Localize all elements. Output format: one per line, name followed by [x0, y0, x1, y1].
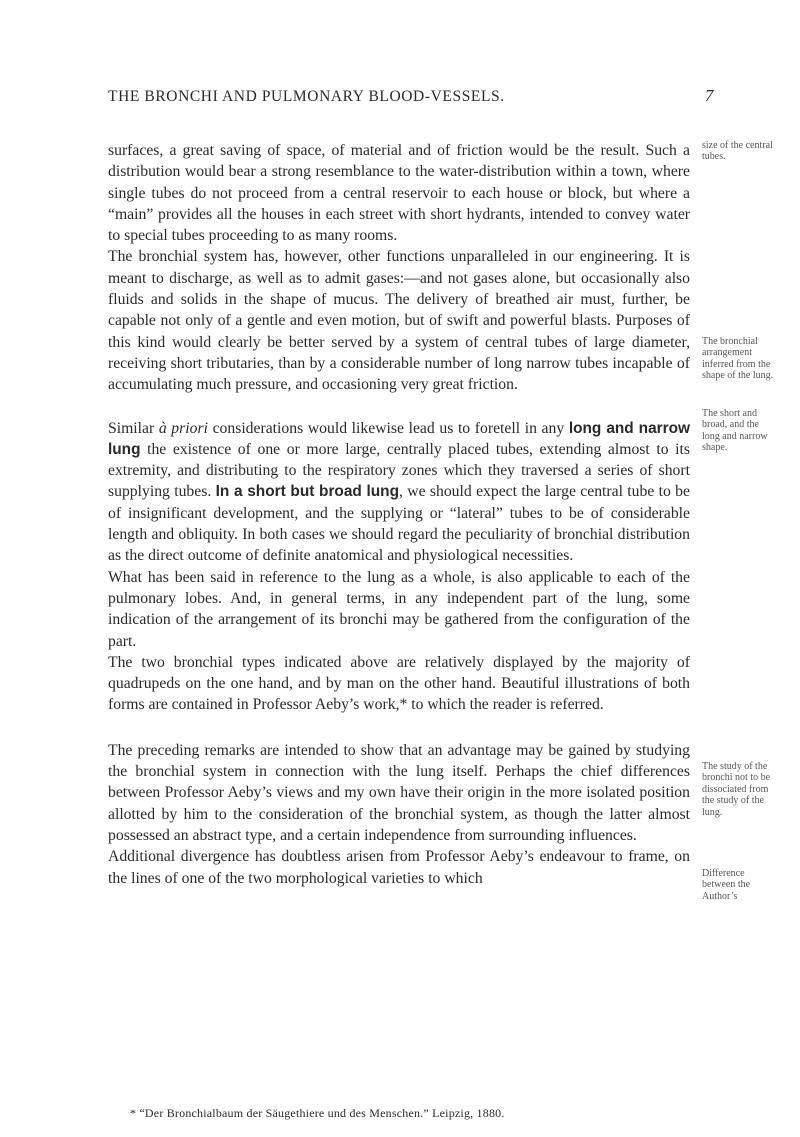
running-header	[108, 88, 714, 114]
paragraph-3-italic: à priori	[158, 419, 208, 437]
paragraph-4: What has been said in reference to the lung as a whole, is also applicable to each of the pulmonary lobes. And, in general terms, in any independent part of the lung, some indication of the arrangement of its bronchi may be gathered from the configuration of the part.	[108, 568, 690, 650]
running-title: THE BRONCHI AND PULMONARY BLOOD-VESSELS.	[108, 88, 505, 105]
sidenote-4: The study of the bronchi not to be dissociated from the study of the lung.	[702, 761, 771, 818]
paragraph-6: The preceding remarks are intended to show that an advantage may be gained by studying the bronchial system in connection with the lung itself. Perhaps the chief differences between Professor Aeby’s views and my own have their origin in the more isolated position allotted by him to the consideration of the bronchial system, as though the latter almost possessed an abstract type, and a certain independence from surrounding influences.	[108, 741, 690, 844]
paragraph-3-bold-long: long and narrow lung	[108, 419, 690, 458]
body-text	[108, 140, 690, 889]
paragraph-3	[108, 418, 690, 567]
paragraph-3-post: , we should expect the large central tube to be of insignificant development, and the supplying or “lateral” tubes to be of considerable length and obliquity. In both cases we should regard the peculiarity of bronchial distribution as the direct outcome of definite anatomical and physiological necessities.	[108, 483, 690, 565]
paragraph-5: The two bronchial types indicated above are relatively displayed by the majority of quadrupeds on the one hand, and by man on the other hand. Beautiful illustrations of both forms are contained in Professor Aeby’s work,* to which the reader is referred.	[108, 653, 690, 714]
paragraph-2: The bronchial system has, however, other functions unparalleled in our engineering. It is meant to discharge, as well as to admit gases:—and not gases alone, but occasionally also fluids and solids in the shape of mucus. The delivery of breathed air must, further, be capable not only of a gentle and even motion, but of swift and powerful blasts. Purposes of this kind would clearly be better served by a system of central tubes of large diameter, receiving short tributaries, than by a considerable number of long narrow tubes incapable of accumulating much pressure, and occasioning very great friction.	[108, 248, 690, 394]
sidenote-5: Difference between the Author’s	[702, 868, 751, 902]
sidenote-1: size of the central tubes.	[702, 140, 773, 163]
paragraph-3-bold-short: In a short but broad lung	[215, 483, 399, 501]
paragraph-1: surfaces, a great saving of space, of material and of friction would be the result. Such a distribution would bear a strong resemblance to the water-distribution within a town, where single tubes do not proceed from a central reservoir to each house or block, but where a “main” provides all the houses in each street with short hydrants, intended to convey water to special tubes proceeding to as many rooms.	[108, 142, 690, 245]
paragraph-3-mid2: the existence of one or more large, centrally placed tubes, extending almost to its extremity, and distributing to the respiratory zones which they traversed a series of short supplying tubes.	[108, 440, 690, 501]
footnote: * “Der Bronchialbaum der Säugethiere und des Menschen.” Leipzig, 1880.	[130, 1106, 505, 1120]
paragraph-7: Additional divergence has doubtless arisen from Professor Aeby’s endeavour to frame, on the lines of one of the two morphological varieties to which	[108, 848, 690, 887]
sidenote-2: The bronchial arrangement inferred from the shape of the lung.	[702, 336, 774, 382]
paragraph-3-mid: considerations would likewise lead us to foretell in any	[207, 419, 569, 437]
sidenote-3: The short and broad, and the long and narrow shape.	[702, 408, 768, 454]
page-number: 7	[704, 86, 714, 105]
paragraph-3-pre: Similar	[108, 419, 159, 437]
